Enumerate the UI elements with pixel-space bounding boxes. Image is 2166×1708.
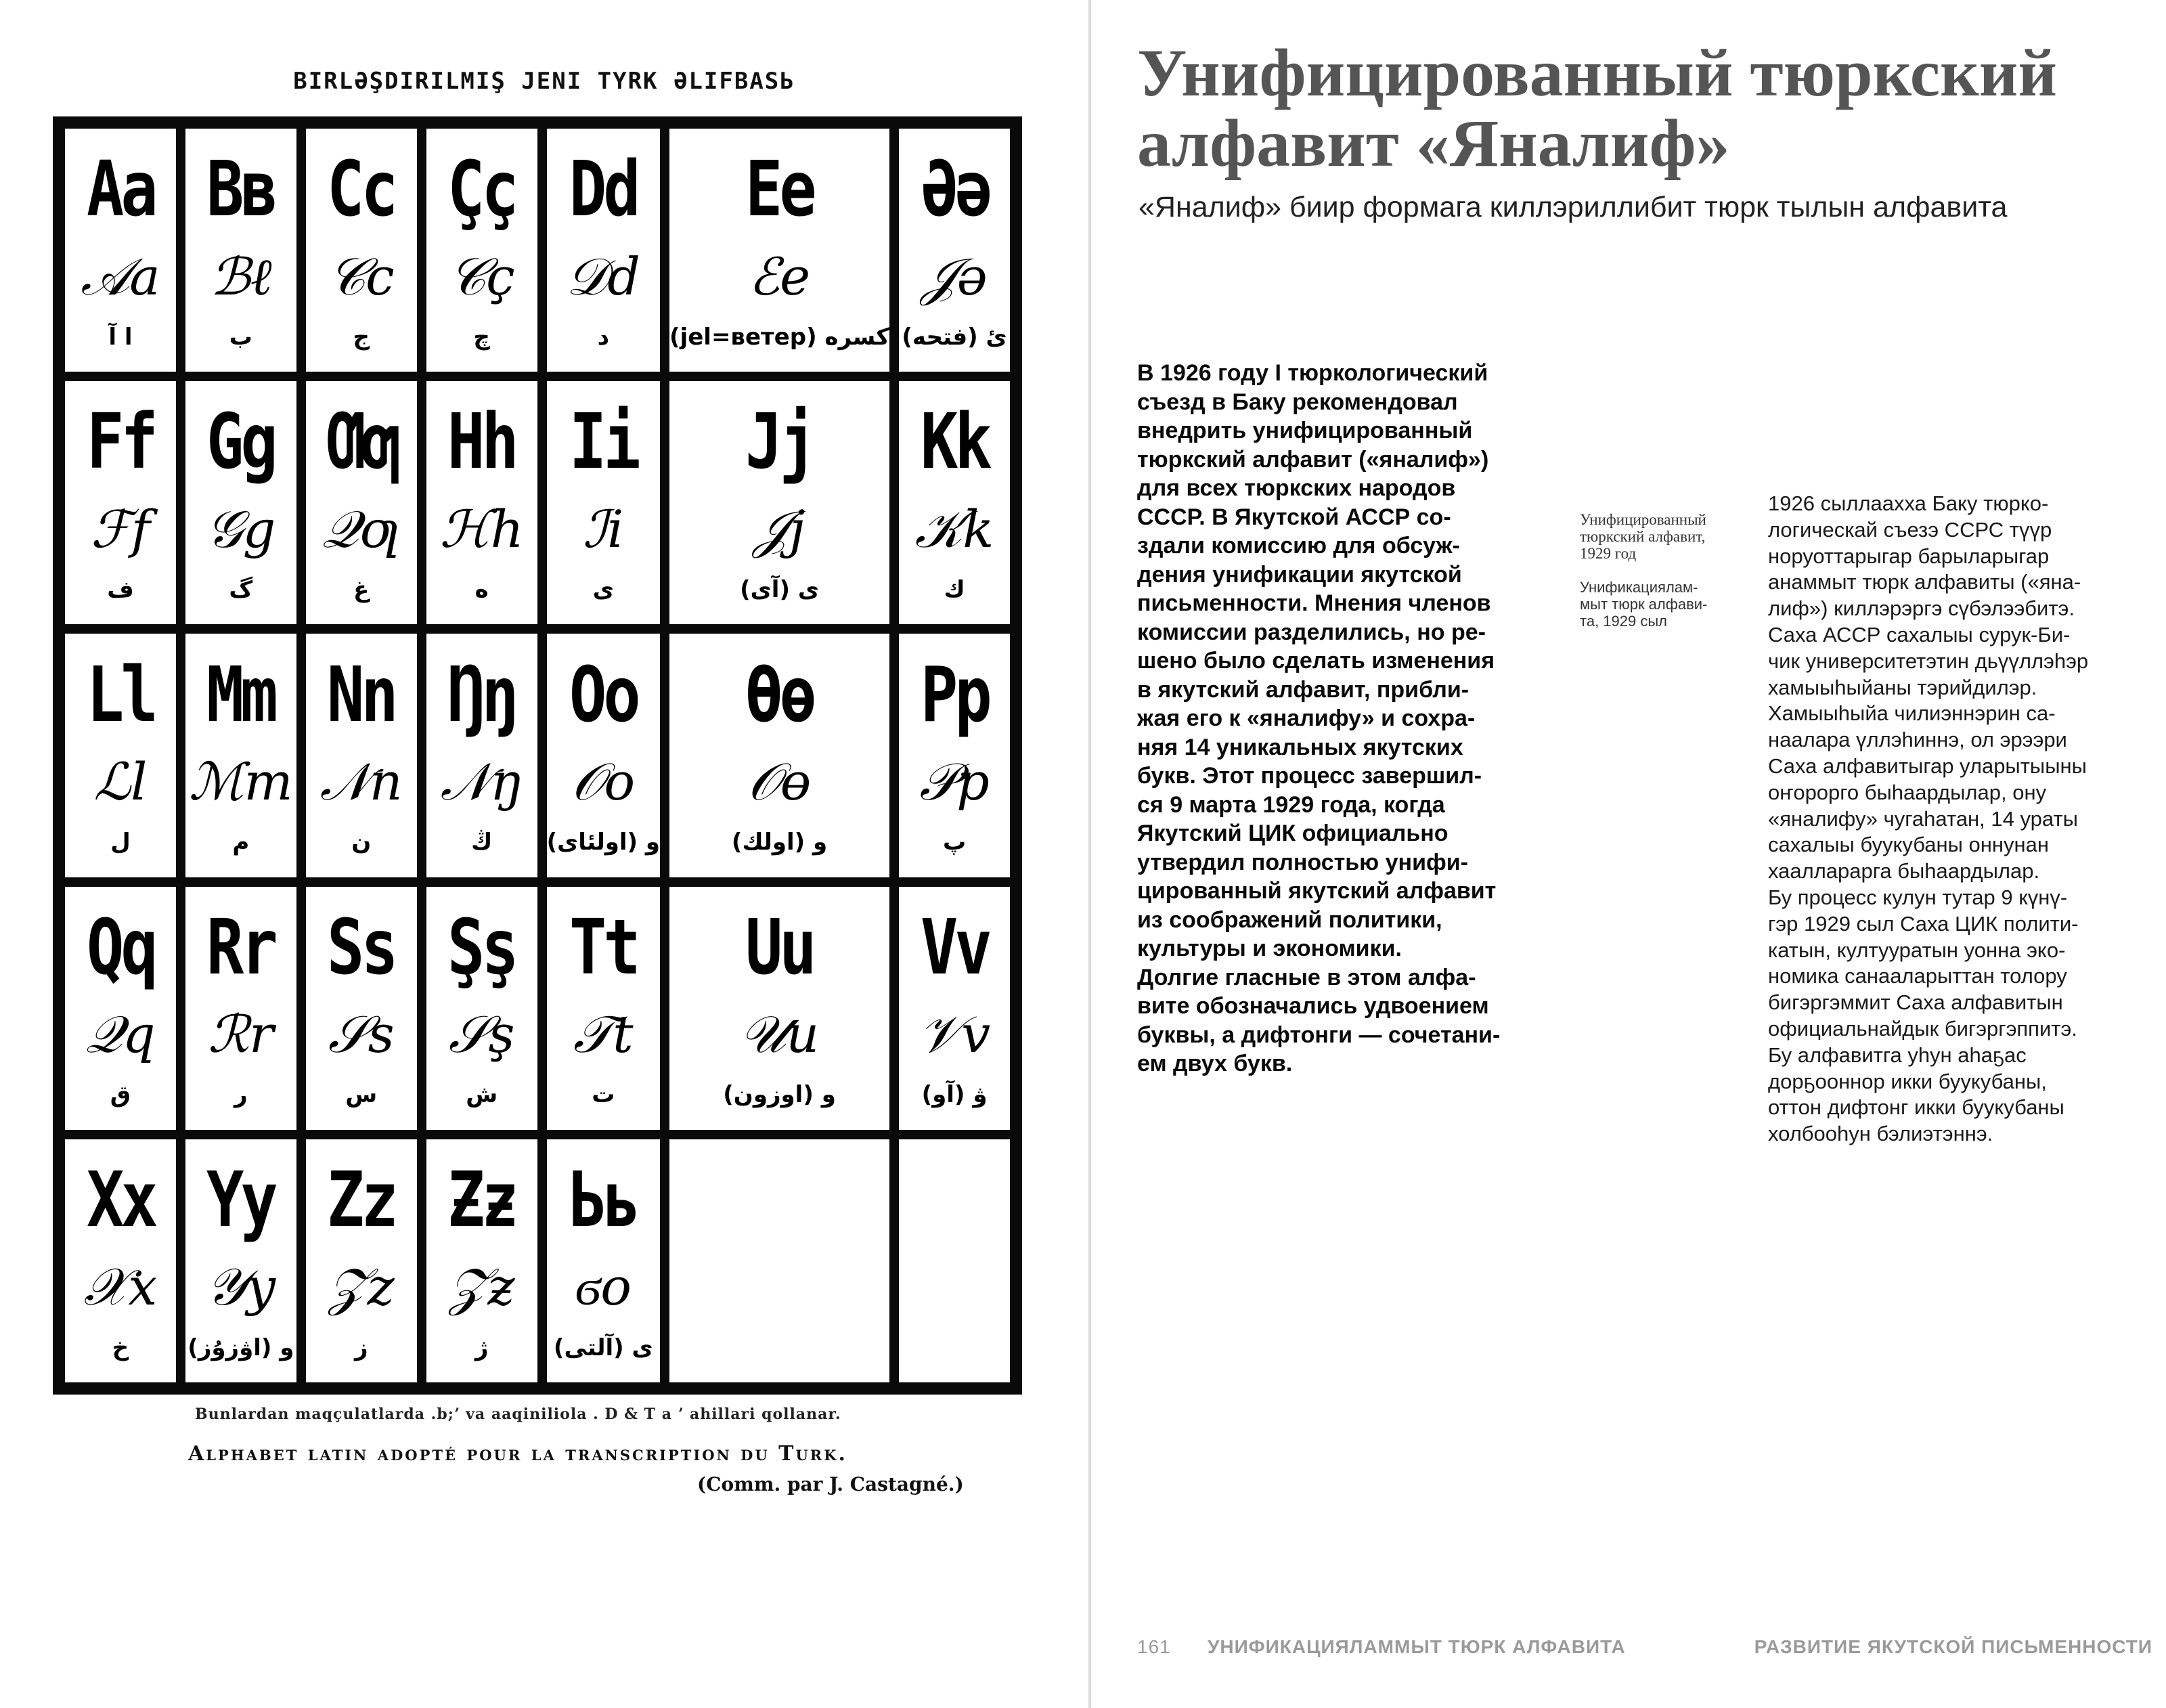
alphabet-cell (426, 381, 537, 624)
alphabet-cell (669, 381, 889, 624)
letter-arabic: ف (107, 576, 134, 604)
letter-script: 𝒬q (85, 1004, 156, 1065)
footer-section: УНИФИКАЦИЯЛАММЫТ ТЮРК АЛФАВИТА (1208, 1636, 1626, 1657)
letter-arabic: ه (474, 576, 489, 604)
letter-arabic: ى (آلتى) (553, 1334, 653, 1361)
alphabet-cell (669, 129, 889, 372)
alphabet-cell (547, 634, 660, 877)
plate-title: BIRLƏŞDIRILMIŞ JENI TYRK ƏLIFBASЬ (293, 68, 795, 95)
plate-credit: (Comm. par J. Castagné.) (697, 1473, 964, 1495)
letter-print: Өө (745, 651, 814, 739)
letter-print: Oo (569, 651, 638, 739)
alphabet-cell (185, 381, 296, 624)
alphabet-cell (185, 887, 296, 1130)
letter-print: Bв (206, 146, 275, 234)
image-caption-russian: Унифицированный тюркский алфавит, 1929 год (1580, 511, 1706, 562)
alphabet-cell (306, 887, 417, 1130)
image-caption (1580, 494, 1749, 647)
letter-arabic: و (اولك) (731, 829, 828, 856)
letter-script: 𝒴y (206, 1256, 276, 1317)
letter-arabic: ئ (فتحه) (902, 323, 1007, 351)
alphabet-cell (306, 129, 417, 372)
alphabet-cell (426, 634, 537, 877)
alphabet-cell (899, 887, 1010, 1130)
alphabet-cell (547, 1139, 660, 1382)
alphabet-cell (899, 381, 1010, 624)
letter-script: 𝒱v (918, 1004, 991, 1065)
letter-print: Dd (569, 146, 638, 234)
alphabet-cell (669, 887, 889, 1130)
alphabet-cell (306, 381, 417, 624)
footer-chapter: РАЗВИТИЕ ЯКУТСКОЙ ПИСЬМЕННОСТИ (1754, 1636, 2152, 1657)
letter-script: ℳm (189, 751, 293, 812)
letter-print: Cc (327, 146, 396, 234)
letter-arabic: ى (592, 576, 614, 604)
letter-print: Ss (327, 903, 396, 992)
letter-script: 𝒫p (919, 751, 990, 812)
alphabet-cell (547, 887, 660, 1130)
letter-arabic: ڭ (471, 829, 493, 856)
letter-script: 𝒢g (206, 498, 276, 559)
letter-script: ϭo (575, 1256, 632, 1317)
plate-caption: Alphabet latin adopté pour la transcription du Turk. (188, 1442, 847, 1466)
letter-script: 𝒦k (914, 498, 994, 559)
alphabet-cell (306, 634, 417, 877)
right-page (1091, 0, 2166, 1708)
letter-arabic: ۋ (آو) (921, 1081, 988, 1109)
alphabet-cell (65, 634, 176, 877)
letter-arabic: ز (354, 1334, 368, 1361)
letter-print: Hh (447, 398, 516, 487)
alphabet-cell (185, 1139, 296, 1382)
letter-arabic: ا آ (108, 323, 133, 351)
letter-print: Nn (327, 651, 396, 739)
alphabet-cell (65, 381, 176, 624)
letter-arabic: ر (234, 1081, 248, 1109)
letter-script: 𝒯t (573, 1004, 634, 1065)
letter-script: ℰe (749, 246, 811, 307)
letter-script: 𝒟d (566, 246, 640, 307)
letter-script: ℋh (439, 498, 524, 559)
letter-print: Çç (447, 146, 516, 234)
alphabet-cell (547, 381, 660, 624)
letter-print: Ƶƶ (447, 1156, 516, 1245)
letter-print: Gg (206, 398, 275, 487)
letter-print: Vv (920, 903, 989, 992)
letter-print: Ƣƣ (327, 398, 396, 487)
alphabet-cell (426, 887, 537, 1130)
letter-print: Xx (86, 1156, 155, 1245)
letter-print: Tt (569, 903, 638, 992)
letter-print: Pp (920, 651, 989, 739)
letter-arabic: ژ (474, 1334, 489, 1361)
page-number: 161 (1137, 1636, 1171, 1657)
letter-arabic: ش (466, 1081, 498, 1109)
letter-print: Ff (86, 398, 155, 487)
letter-arabic: گ (229, 576, 253, 604)
letter-script: 𝒥j (753, 498, 805, 559)
empty-cell (669, 1139, 889, 1382)
letter-script: 𝒥ə (921, 246, 988, 307)
letter-print: Ll (86, 651, 155, 739)
letter-script: 𝒩n (319, 751, 403, 812)
alphabet-cell (547, 129, 660, 372)
letter-script: ℛr (208, 1004, 274, 1065)
letter-arabic: ن (351, 829, 372, 856)
letter-arabic: پ (942, 829, 967, 856)
alphabet-cell (899, 634, 1010, 877)
letter-arabic: غ (353, 576, 370, 604)
letter-print: Ьь (569, 1156, 638, 1245)
empty-cell (899, 1139, 1010, 1382)
page-title: Унифицированный тюркский алфавит «Яналиф» (1137, 35, 2058, 181)
letter-arabic: خ (112, 1334, 129, 1361)
letter-print: Ŋŋ (447, 651, 516, 739)
image-caption-sakha: Унификациялам- мыт тюрк алфави- та, 1929 сыл (1580, 579, 1708, 630)
letter-script: 𝒜a (81, 246, 160, 307)
body-text-russian: В 1926 году I тюркологический съезд в Баку рекомендовал внедрить унифицированный тюркский алфавит («яналиф») для всех тюркских народов СССР. В Якутской АССР со- здали комиссию для обсуж- дения унификации якутской письменности. Мнения членов комиссии разделились, но ре- шено было сделать изменения в якутский алфавит, прибли- жая его к «яналифу» и сохра- няя 14 уникальных якутских букв. Этот процесс завершил- ся 9 марта 1929 года, когда Якутский ЦИК официально утвердил полностью унифи- цированный якутский алфавит из соображений политики, культуры и экономики. Долгие гласные в этом алфа- вите обозначались удвоением буквы, а дифтонги — сочетани- ем двух букв. (1137, 360, 1501, 1076)
letter-arabic: و (اۋزۇز) (187, 1334, 294, 1361)
letter-print: Ii (569, 398, 638, 487)
alphabet-cell (426, 129, 537, 372)
letter-arabic: د (597, 323, 610, 351)
letter-print: Qq (86, 903, 155, 992)
letter-arabic: و (اوزون) (723, 1081, 836, 1109)
letter-arabic: ى (آى) (740, 576, 820, 604)
letter-print: Ee (745, 146, 814, 234)
letter-print: Əə (920, 146, 989, 234)
letter-script: ℱf (91, 498, 150, 559)
letter-print: Uu (745, 903, 814, 992)
alphabet-table (53, 116, 1022, 1395)
letter-script: 𝒬ƣ (322, 498, 401, 559)
letter-script: 𝒪ө (747, 751, 812, 812)
letter-arabic: ج (353, 323, 370, 351)
alphabet-cell (65, 129, 176, 372)
letter-arabic: ب (229, 323, 252, 351)
letter-script: 𝒪o (571, 751, 636, 812)
page-subtitle: «Яналиф» биир формага киллэриллибит тюрк тылын алфавита (1139, 191, 2008, 223)
letter-print: Zz (327, 1156, 396, 1245)
letter-script: ℐi (583, 498, 624, 559)
letter-print: Kk (920, 398, 989, 487)
letter-script: 𝒩ŋ (440, 751, 523, 812)
alphabet-cell (65, 887, 176, 1130)
letter-script: 𝒮ş (448, 1004, 515, 1065)
letter-arabic: م (232, 829, 250, 856)
alphabet-cell (899, 129, 1010, 372)
plate-note: Bunlardan maqçulatlarda .b;ʼ va aaqiniliola . D & T a ʼ ahillari qollanar. (195, 1405, 841, 1423)
alphabet-cell (669, 634, 889, 877)
running-footer (1137, 1636, 2152, 1663)
letter-script: 𝒳x (83, 1256, 158, 1317)
letter-print: Aa (86, 146, 155, 234)
letter-script: 𝒰u (739, 1004, 820, 1065)
letter-script: 𝒞ç (448, 246, 515, 307)
letter-arabic: ق (110, 1081, 131, 1109)
alphabet-cell (306, 1139, 417, 1382)
letter-print: Yy (206, 1156, 275, 1245)
letter-arabic: ك (944, 576, 965, 604)
letter-script: 𝒵ƶ (448, 1256, 515, 1317)
letter-script: ℬℓ (210, 246, 272, 307)
body-text-sakha: 1926 сыллаахха Баку тюрко- логическай съезэ ССРС түүр норуоттарыгар барыларыгар анаммыт тюрк алфавиты («яна- лиф») киллэрэргэ сүбэлээбитэ. Саха АССР сахалыы сурук-Би- чик университетэтин дьүүллэһэр хамыыһыйаны тэрийдилэр. Хамыыһыйа чилиэннэрин са- наалара үллэһиннэ, ол эрээри Саха алфавитыгар уларытыыны оҥорорго быһаардылар, ону «яналифу» чугаһатан, 14 ураты сахалыы буукубаны оннунан хаалларарга быһаардылар. Бу процесс кулун тутар 9 күнү- гэр 1929 сыл Саха ЦИК полити- катын, култууратын уонна эко- номика санааларыттан толору бигэргэммит Саха алфавитын официальнайдык бигэргэппитэ. Бу алфавитга уһун аһаҕас дорҕооннор икки буукубаны, оттон дифтонг икки буукубаны холбооһун бэлиэтэннэ. (1768, 491, 2089, 1146)
letter-arabic: كسره (jel=ветер) (669, 323, 890, 351)
alphabet-cell (185, 129, 296, 372)
alphabet-cell (426, 1139, 537, 1382)
letter-script: 𝒮s (328, 1004, 395, 1065)
letter-arabic: چ (473, 323, 490, 351)
letter-print: Şş (447, 903, 516, 992)
letter-arabic: ت (592, 1081, 615, 1109)
letter-arabic: و (اولئاى) (546, 829, 661, 856)
letter-script: 𝒵z (328, 1256, 395, 1317)
letter-arabic: س (345, 1081, 378, 1109)
alphabet-cell (185, 634, 296, 877)
letter-arabic: ل (110, 829, 131, 856)
alphabet-cell (65, 1139, 176, 1382)
letter-print: Rr (206, 903, 275, 992)
letter-print: Mm (206, 651, 275, 739)
letter-print: Jj (745, 398, 814, 487)
letter-script: 𝒞c (328, 246, 395, 307)
letter-script: ℒl (93, 751, 148, 812)
